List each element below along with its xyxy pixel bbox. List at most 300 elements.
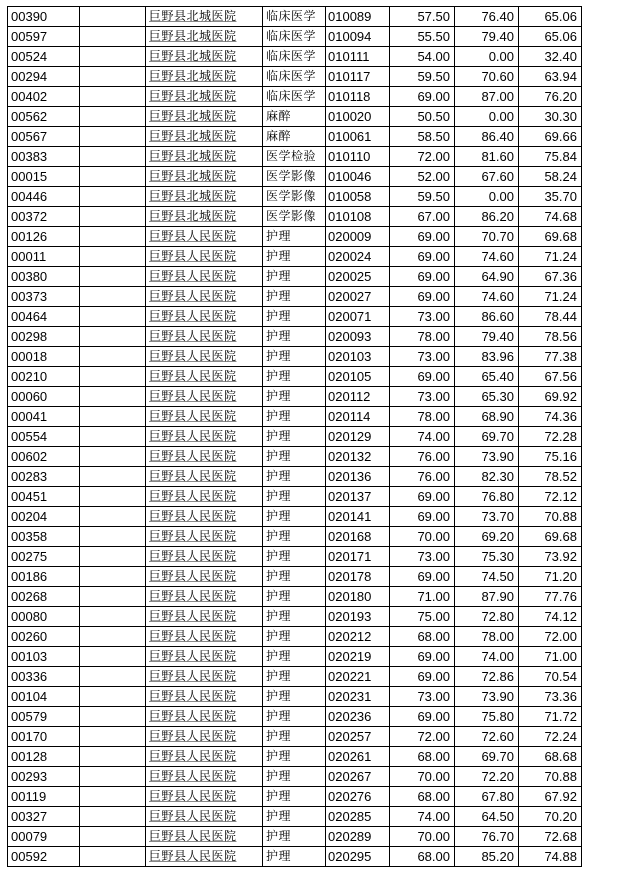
position-cell: 护理 bbox=[263, 647, 326, 667]
interview-score-cell: 0.00 bbox=[455, 107, 519, 127]
blank-cell bbox=[80, 247, 146, 267]
table-row bbox=[8, 587, 582, 607]
unit-text: 巨野县人民医院 bbox=[149, 629, 237, 643]
table-row bbox=[8, 707, 582, 727]
table-row bbox=[8, 647, 582, 667]
unit-cell bbox=[146, 447, 263, 467]
candidate-id-cell: 00464 bbox=[8, 307, 80, 327]
written-score-cell: 68.00 bbox=[390, 787, 455, 807]
written-score-cell: 69.00 bbox=[390, 87, 455, 107]
candidate-id-cell: 00126 bbox=[8, 227, 80, 247]
unit-text: 巨野县人民医院 bbox=[149, 729, 237, 743]
written-score-cell: 69.00 bbox=[390, 567, 455, 587]
total-score-cell: 75.16 bbox=[519, 447, 582, 467]
total-score-cell: 58.24 bbox=[519, 167, 582, 187]
position-cell: 临床医学 bbox=[263, 7, 326, 27]
interview-score-cell: 78.00 bbox=[455, 627, 519, 647]
total-score-cell: 73.92 bbox=[519, 547, 582, 567]
unit-text: 巨野县北城医院 bbox=[149, 49, 237, 63]
written-score-cell: 72.00 bbox=[390, 147, 455, 167]
blank-cell bbox=[80, 307, 146, 327]
unit-cell bbox=[146, 367, 263, 387]
position-cell: 临床医学 bbox=[263, 27, 326, 47]
interview-score-cell: 74.00 bbox=[455, 647, 519, 667]
written-score-cell: 50.50 bbox=[390, 107, 455, 127]
interview-score-cell: 0.00 bbox=[455, 47, 519, 67]
interview-score-cell: 82.30 bbox=[455, 467, 519, 487]
blank-cell bbox=[80, 507, 146, 527]
blank-cell bbox=[80, 187, 146, 207]
unit-cell bbox=[146, 847, 263, 867]
position-cell: 医学影像 bbox=[263, 207, 326, 227]
candidate-id-cell: 00554 bbox=[8, 427, 80, 447]
blank-cell bbox=[80, 147, 146, 167]
position-code-cell: 020236 bbox=[326, 707, 390, 727]
unit-text: 巨野县人民医院 bbox=[149, 569, 237, 583]
unit-text: 巨野县人民医院 bbox=[149, 649, 237, 663]
total-score-cell: 71.20 bbox=[519, 567, 582, 587]
written-score-cell: 69.00 bbox=[390, 367, 455, 387]
position-code-cell: 010111 bbox=[326, 47, 390, 67]
position-code-cell: 020112 bbox=[326, 387, 390, 407]
written-score-cell: 74.00 bbox=[390, 807, 455, 827]
position-code-cell: 010094 bbox=[326, 27, 390, 47]
position-cell: 护理 bbox=[263, 787, 326, 807]
unit-cell bbox=[146, 787, 263, 807]
position-code-cell: 020129 bbox=[326, 427, 390, 447]
table-row bbox=[8, 787, 582, 807]
written-score-cell: 70.00 bbox=[390, 767, 455, 787]
written-score-cell: 69.00 bbox=[390, 227, 455, 247]
table-row bbox=[8, 507, 582, 527]
position-code-cell: 010020 bbox=[326, 107, 390, 127]
table-row bbox=[8, 7, 582, 27]
blank-cell bbox=[80, 587, 146, 607]
position-code-cell: 020178 bbox=[326, 567, 390, 587]
written-score-cell: 52.00 bbox=[390, 167, 455, 187]
interview-score-cell: 76.40 bbox=[455, 7, 519, 27]
table-row bbox=[8, 267, 582, 287]
table-row bbox=[8, 847, 582, 867]
blank-cell bbox=[80, 67, 146, 87]
blank-cell bbox=[80, 347, 146, 367]
interview-score-cell: 72.86 bbox=[455, 667, 519, 687]
candidate-id-cell: 00260 bbox=[8, 627, 80, 647]
position-code-cell: 020137 bbox=[326, 487, 390, 507]
candidate-id-cell: 00018 bbox=[8, 347, 80, 367]
unit-cell bbox=[146, 407, 263, 427]
position-code-cell: 020193 bbox=[326, 607, 390, 627]
unit-cell bbox=[146, 7, 263, 27]
position-code-cell: 020114 bbox=[326, 407, 390, 427]
table-row bbox=[8, 307, 582, 327]
table-row bbox=[8, 747, 582, 767]
unit-text: 巨野县人民医院 bbox=[149, 229, 237, 243]
unit-cell bbox=[146, 347, 263, 367]
position-code-cell: 010061 bbox=[326, 127, 390, 147]
candidate-id-cell: 00327 bbox=[8, 807, 80, 827]
candidate-id-cell: 00011 bbox=[8, 247, 80, 267]
position-cell: 护理 bbox=[263, 367, 326, 387]
interview-score-cell: 74.50 bbox=[455, 567, 519, 587]
candidate-id-cell: 00358 bbox=[8, 527, 80, 547]
position-code-cell: 020132 bbox=[326, 447, 390, 467]
written-score-cell: 76.00 bbox=[390, 447, 455, 467]
candidate-id-cell: 00103 bbox=[8, 647, 80, 667]
unit-cell bbox=[146, 547, 263, 567]
written-score-cell: 73.00 bbox=[390, 547, 455, 567]
candidate-id-cell: 00592 bbox=[8, 847, 80, 867]
candidate-id-cell: 00372 bbox=[8, 207, 80, 227]
blank-cell bbox=[80, 87, 146, 107]
position-cell: 护理 bbox=[263, 467, 326, 487]
table-row bbox=[8, 567, 582, 587]
position-code-cell: 010089 bbox=[326, 7, 390, 27]
position-cell: 护理 bbox=[263, 427, 326, 447]
total-score-cell: 74.12 bbox=[519, 607, 582, 627]
position-cell: 护理 bbox=[263, 247, 326, 267]
written-score-cell: 69.00 bbox=[390, 667, 455, 687]
table-row bbox=[8, 87, 582, 107]
total-score-cell: 65.06 bbox=[519, 7, 582, 27]
unit-cell bbox=[146, 127, 263, 147]
unit-text: 巨野县北城医院 bbox=[149, 149, 237, 163]
candidate-id-cell: 00293 bbox=[8, 767, 80, 787]
interview-score-cell: 70.70 bbox=[455, 227, 519, 247]
interview-score-cell: 69.20 bbox=[455, 527, 519, 547]
unit-text: 巨野县人民医院 bbox=[149, 429, 237, 443]
candidate-id-cell: 00080 bbox=[8, 607, 80, 627]
table-row bbox=[8, 827, 582, 847]
position-code-cell: 010117 bbox=[326, 67, 390, 87]
interview-score-cell: 85.20 bbox=[455, 847, 519, 867]
candidate-id-cell: 00602 bbox=[8, 447, 80, 467]
unit-cell bbox=[146, 607, 263, 627]
position-code-cell: 020289 bbox=[326, 827, 390, 847]
table-row bbox=[8, 547, 582, 567]
candidate-id-cell: 00210 bbox=[8, 367, 80, 387]
unit-text: 巨野县人民医院 bbox=[149, 789, 237, 803]
position-code-cell: 010110 bbox=[326, 147, 390, 167]
blank-cell bbox=[80, 267, 146, 287]
blank-cell bbox=[80, 727, 146, 747]
candidate-id-cell: 00402 bbox=[8, 87, 80, 107]
table-row bbox=[8, 47, 582, 67]
written-score-cell: 74.00 bbox=[390, 427, 455, 447]
unit-text: 巨野县北城医院 bbox=[149, 169, 237, 183]
position-code-cell: 020071 bbox=[326, 307, 390, 327]
blank-cell bbox=[80, 47, 146, 67]
unit-text: 巨野县人民医院 bbox=[149, 329, 237, 343]
total-score-cell: 70.20 bbox=[519, 807, 582, 827]
interview-score-cell: 76.70 bbox=[455, 827, 519, 847]
interview-score-cell: 87.90 bbox=[455, 587, 519, 607]
candidate-id-cell: 00562 bbox=[8, 107, 80, 127]
unit-cell bbox=[146, 167, 263, 187]
interview-score-cell: 64.90 bbox=[455, 267, 519, 287]
total-score-cell: 74.88 bbox=[519, 847, 582, 867]
position-code-cell: 020136 bbox=[326, 467, 390, 487]
candidate-id-cell: 00186 bbox=[8, 567, 80, 587]
blank-cell bbox=[80, 667, 146, 687]
interview-score-cell: 81.60 bbox=[455, 147, 519, 167]
interview-score-cell: 75.80 bbox=[455, 707, 519, 727]
unit-text: 巨野县北城医院 bbox=[149, 89, 237, 103]
unit-cell bbox=[146, 287, 263, 307]
written-score-cell: 78.00 bbox=[390, 407, 455, 427]
total-score-cell: 74.36 bbox=[519, 407, 582, 427]
table-row bbox=[8, 147, 582, 167]
total-score-cell: 71.00 bbox=[519, 647, 582, 667]
unit-cell bbox=[146, 467, 263, 487]
interview-score-cell: 75.30 bbox=[455, 547, 519, 567]
written-score-cell: 69.00 bbox=[390, 507, 455, 527]
unit-text: 巨野县人民医院 bbox=[149, 549, 237, 563]
blank-cell bbox=[80, 647, 146, 667]
position-code-cell: 020105 bbox=[326, 367, 390, 387]
table-row bbox=[8, 67, 582, 87]
position-cell: 护理 bbox=[263, 307, 326, 327]
unit-text: 巨野县人民医院 bbox=[149, 609, 237, 623]
position-code-cell: 020257 bbox=[326, 727, 390, 747]
blank-cell bbox=[80, 407, 146, 427]
position-cell: 医学影像 bbox=[263, 167, 326, 187]
total-score-cell: 78.56 bbox=[519, 327, 582, 347]
position-code-cell: 020285 bbox=[326, 807, 390, 827]
written-score-cell: 76.00 bbox=[390, 467, 455, 487]
unit-text: 巨野县人民医院 bbox=[149, 449, 237, 463]
written-score-cell: 72.00 bbox=[390, 727, 455, 747]
blank-cell bbox=[80, 427, 146, 447]
position-cell: 护理 bbox=[263, 347, 326, 367]
unit-cell bbox=[146, 307, 263, 327]
table-row bbox=[8, 427, 582, 447]
unit-cell bbox=[146, 527, 263, 547]
unit-text: 巨野县人民医院 bbox=[149, 349, 237, 363]
position-code-cell: 020219 bbox=[326, 647, 390, 667]
unit-cell bbox=[146, 107, 263, 127]
candidate-id-cell: 00451 bbox=[8, 487, 80, 507]
unit-cell bbox=[146, 707, 263, 727]
unit-text: 巨野县人民医院 bbox=[149, 809, 237, 823]
position-cell: 护理 bbox=[263, 807, 326, 827]
written-score-cell: 57.50 bbox=[390, 7, 455, 27]
total-score-cell: 71.24 bbox=[519, 287, 582, 307]
position-cell: 护理 bbox=[263, 287, 326, 307]
position-code-cell: 020093 bbox=[326, 327, 390, 347]
position-cell: 护理 bbox=[263, 487, 326, 507]
written-score-cell: 68.00 bbox=[390, 847, 455, 867]
total-score-cell: 77.76 bbox=[519, 587, 582, 607]
position-cell: 护理 bbox=[263, 447, 326, 467]
written-score-cell: 55.50 bbox=[390, 27, 455, 47]
interview-score-cell: 76.80 bbox=[455, 487, 519, 507]
interview-score-cell: 67.60 bbox=[455, 167, 519, 187]
position-code-cell: 020261 bbox=[326, 747, 390, 767]
total-score-cell: 75.84 bbox=[519, 147, 582, 167]
unit-text: 巨野县人民医院 bbox=[149, 389, 237, 403]
unit-cell bbox=[146, 587, 263, 607]
position-code-cell: 020141 bbox=[326, 507, 390, 527]
unit-cell bbox=[146, 207, 263, 227]
position-code-cell: 020024 bbox=[326, 247, 390, 267]
interview-score-cell: 72.80 bbox=[455, 607, 519, 627]
unit-text: 巨野县北城医院 bbox=[149, 189, 237, 203]
written-score-cell: 54.00 bbox=[390, 47, 455, 67]
table-row bbox=[8, 127, 582, 147]
unit-text: 巨野县人民医院 bbox=[149, 369, 237, 383]
position-code-cell: 020009 bbox=[326, 227, 390, 247]
written-score-cell: 73.00 bbox=[390, 347, 455, 367]
table-row bbox=[8, 687, 582, 707]
candidate-id-cell: 00128 bbox=[8, 747, 80, 767]
candidate-id-cell: 00283 bbox=[8, 467, 80, 487]
written-score-cell: 73.00 bbox=[390, 687, 455, 707]
position-cell: 护理 bbox=[263, 827, 326, 847]
total-score-cell: 65.06 bbox=[519, 27, 582, 47]
written-score-cell: 70.00 bbox=[390, 827, 455, 847]
total-score-cell: 72.00 bbox=[519, 627, 582, 647]
interview-score-cell: 73.90 bbox=[455, 447, 519, 467]
total-score-cell: 70.54 bbox=[519, 667, 582, 687]
blank-cell bbox=[80, 767, 146, 787]
candidate-id-cell: 00298 bbox=[8, 327, 80, 347]
candidate-id-cell: 00170 bbox=[8, 727, 80, 747]
written-score-cell: 59.50 bbox=[390, 187, 455, 207]
written-score-cell: 75.00 bbox=[390, 607, 455, 627]
unit-text: 巨野县人民医院 bbox=[149, 409, 237, 423]
candidate-id-cell: 00268 bbox=[8, 587, 80, 607]
total-score-cell: 70.88 bbox=[519, 507, 582, 527]
blank-cell bbox=[80, 687, 146, 707]
position-cell: 护理 bbox=[263, 227, 326, 247]
unit-text: 巨野县人民医院 bbox=[149, 689, 237, 703]
unit-cell bbox=[146, 807, 263, 827]
position-cell: 麻醉 bbox=[263, 127, 326, 147]
blank-cell bbox=[80, 787, 146, 807]
interview-score-cell: 74.60 bbox=[455, 287, 519, 307]
candidate-id-cell: 00373 bbox=[8, 287, 80, 307]
position-cell: 麻醉 bbox=[263, 107, 326, 127]
position-cell: 护理 bbox=[263, 747, 326, 767]
unit-text: 巨野县人民医院 bbox=[149, 829, 237, 843]
interview-score-cell: 65.40 bbox=[455, 367, 519, 387]
unit-text: 巨野县人民医院 bbox=[149, 309, 237, 323]
blank-cell bbox=[80, 627, 146, 647]
unit-cell bbox=[146, 47, 263, 67]
unit-cell bbox=[146, 627, 263, 647]
candidate-id-cell: 00104 bbox=[8, 687, 80, 707]
position-cell: 护理 bbox=[263, 767, 326, 787]
blank-cell bbox=[80, 167, 146, 187]
candidate-id-cell: 00597 bbox=[8, 27, 80, 47]
total-score-cell: 67.56 bbox=[519, 367, 582, 387]
unit-cell bbox=[146, 267, 263, 287]
position-cell: 医学影像 bbox=[263, 187, 326, 207]
unit-cell bbox=[146, 687, 263, 707]
interview-score-cell: 70.60 bbox=[455, 67, 519, 87]
unit-cell bbox=[146, 187, 263, 207]
position-code-cell: 010058 bbox=[326, 187, 390, 207]
table-row bbox=[8, 207, 582, 227]
blank-cell bbox=[80, 747, 146, 767]
table-row bbox=[8, 667, 582, 687]
unit-text: 巨野县人民医院 bbox=[149, 849, 237, 863]
position-cell: 临床医学 bbox=[263, 87, 326, 107]
position-cell: 临床医学 bbox=[263, 67, 326, 87]
unit-text: 巨野县北城医院 bbox=[149, 9, 237, 23]
blank-cell bbox=[80, 207, 146, 227]
candidate-id-cell: 00294 bbox=[8, 67, 80, 87]
total-score-cell: 69.92 bbox=[519, 387, 582, 407]
position-cell: 护理 bbox=[263, 407, 326, 427]
interview-score-cell: 69.70 bbox=[455, 747, 519, 767]
unit-cell bbox=[146, 827, 263, 847]
table-row bbox=[8, 407, 582, 427]
unit-text: 巨野县人民医院 bbox=[149, 769, 237, 783]
blank-cell bbox=[80, 227, 146, 247]
unit-text: 巨野县人民医院 bbox=[149, 529, 237, 543]
written-score-cell: 67.00 bbox=[390, 207, 455, 227]
candidate-id-cell: 00524 bbox=[8, 47, 80, 67]
candidate-id-cell: 00380 bbox=[8, 267, 80, 287]
total-score-cell: 67.92 bbox=[519, 787, 582, 807]
table-row bbox=[8, 287, 582, 307]
total-score-cell: 71.24 bbox=[519, 247, 582, 267]
interview-score-cell: 0.00 bbox=[455, 187, 519, 207]
candidate-id-cell: 00275 bbox=[8, 547, 80, 567]
written-score-cell: 73.00 bbox=[390, 307, 455, 327]
interview-score-cell: 86.60 bbox=[455, 307, 519, 327]
position-cell: 护理 bbox=[263, 607, 326, 627]
unit-cell bbox=[146, 507, 263, 527]
candidate-id-cell: 00383 bbox=[8, 147, 80, 167]
unit-cell bbox=[146, 487, 263, 507]
position-code-cell: 020231 bbox=[326, 687, 390, 707]
total-score-cell: 35.70 bbox=[519, 187, 582, 207]
blank-cell bbox=[80, 327, 146, 347]
written-score-cell: 59.50 bbox=[390, 67, 455, 87]
total-score-cell: 78.52 bbox=[519, 467, 582, 487]
interview-score-cell: 67.80 bbox=[455, 787, 519, 807]
interview-score-cell: 86.40 bbox=[455, 127, 519, 147]
blank-cell bbox=[80, 827, 146, 847]
position-code-cell: 020025 bbox=[326, 267, 390, 287]
interview-score-cell: 72.20 bbox=[455, 767, 519, 787]
position-code-cell: 020103 bbox=[326, 347, 390, 367]
unit-text: 巨野县人民医院 bbox=[149, 289, 237, 303]
interview-score-cell: 83.96 bbox=[455, 347, 519, 367]
written-score-cell: 78.00 bbox=[390, 327, 455, 347]
table-row bbox=[8, 347, 582, 367]
written-score-cell: 69.00 bbox=[390, 267, 455, 287]
table-row bbox=[8, 27, 582, 47]
position-cell: 护理 bbox=[263, 687, 326, 707]
total-score-cell: 78.44 bbox=[519, 307, 582, 327]
table-row bbox=[8, 447, 582, 467]
total-score-cell: 69.68 bbox=[519, 227, 582, 247]
total-score-cell: 63.94 bbox=[519, 67, 582, 87]
unit-cell bbox=[146, 147, 263, 167]
unit-text: 巨野县北城医院 bbox=[149, 69, 237, 83]
blank-cell bbox=[80, 27, 146, 47]
total-score-cell: 74.68 bbox=[519, 207, 582, 227]
interview-score-cell: 73.70 bbox=[455, 507, 519, 527]
unit-cell bbox=[146, 227, 263, 247]
table-row bbox=[8, 187, 582, 207]
total-score-cell: 72.24 bbox=[519, 727, 582, 747]
written-score-cell: 70.00 bbox=[390, 527, 455, 547]
